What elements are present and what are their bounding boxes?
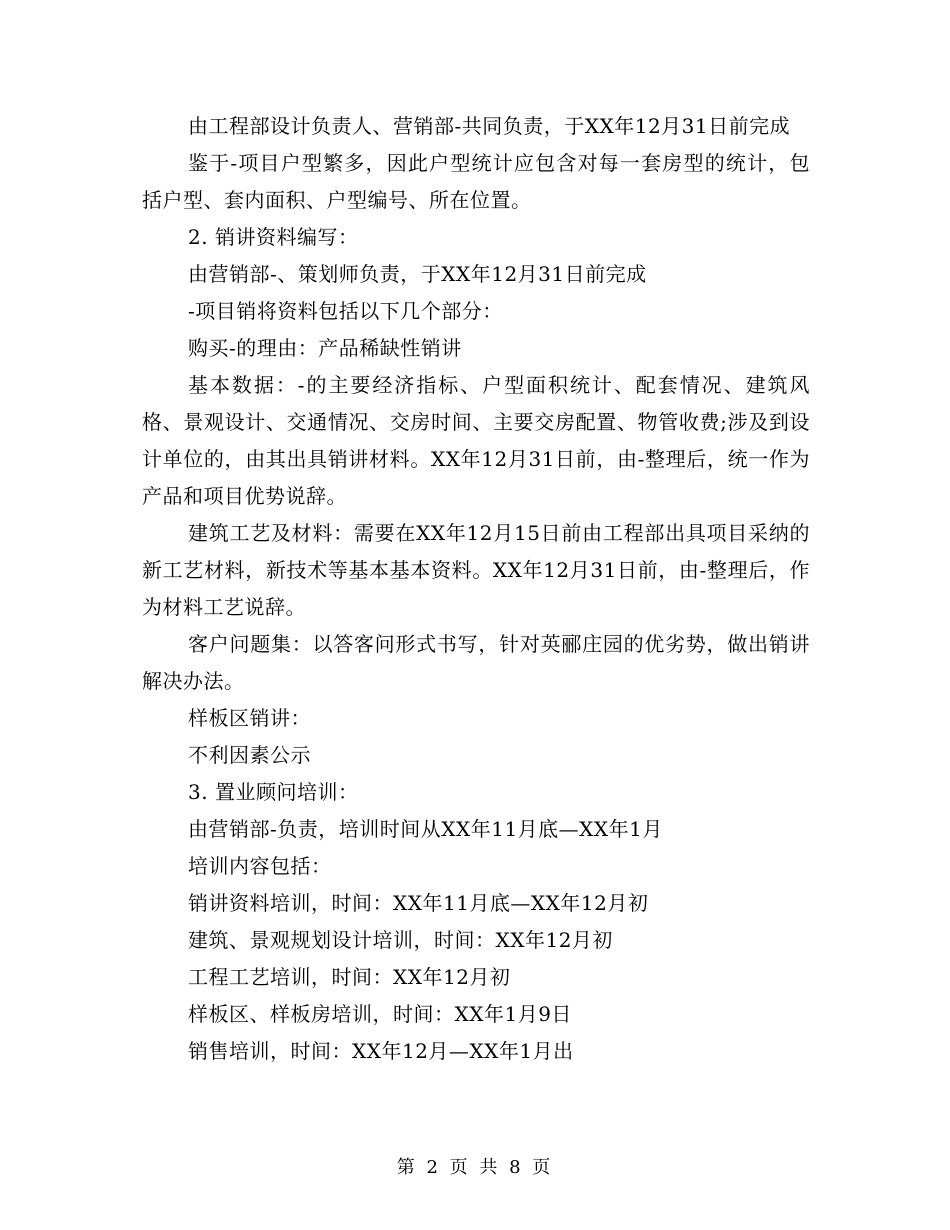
- paragraph: 由营销部-、策划师负责，于XX年12月31日前完成: [188, 262, 647, 286]
- document-body: [142, 108, 810, 1070]
- paragraph: 由营销部-负责，培训时间从XX年11月底—XX年1月: [188, 817, 663, 841]
- paragraph: 样板区销讲：: [188, 706, 311, 730]
- paragraph: 基本数据：-的主要经济指标、户型面积统计、配套情况、建筑风格、景观设计、交通情况、交房时间、主要交房配置、物管收费;涉及到设计单位的，由其出具销讲材料。XX年12月31日前，由-整理后，统一作为产品和项目优势说辞。: [142, 373, 810, 508]
- paragraph: 培训内容包括：: [188, 854, 332, 878]
- list-item: 工程工艺培训，时间：XX年12月初: [188, 965, 511, 989]
- list-item: 销售培训，时间：XX年12月—XX年1月出: [188, 1039, 574, 1063]
- list-item: 销讲资料培训，时间：XX年11月底—XX年12月初: [188, 891, 649, 915]
- list-item: 样板区、样板房培训，时间：XX年1月9日: [188, 1002, 572, 1026]
- paragraph: 建筑工艺及材料：需要在XX年12月15日前由工程部出具项目采纳的新工艺材料，新技术等基本基本资料。XX年12月31日前，由-整理后，作为材料工艺说辞。: [142, 521, 810, 619]
- paragraph: -项目销将资料包括以下几个部分：: [188, 299, 503, 323]
- paragraph: 由工程部设计负责人、营销部-共同负责，于XX年12月31日前完成: [188, 114, 791, 138]
- paragraph: 不利因素公示: [188, 743, 311, 767]
- section-heading-3: 3. 置业顾问培训：: [188, 780, 359, 804]
- paragraph: 客户问题集：以答客问形式书写，针对英郦庄园的优劣势，做出销讲解决办法。: [142, 632, 810, 693]
- page-number-footer: 第 2 页 共 8 页: [396, 1157, 554, 1178]
- list-item: 建筑、景观规划设计培训，时间：XX年12月初: [188, 928, 613, 952]
- section-heading-2: 2. 销讲资料编写：: [188, 225, 359, 249]
- paragraph: 鉴于-项目户型繁多，因此户型统计应包含对每一套房型的统计，包括户型、套内面积、户型编号、所在位置。: [142, 151, 810, 212]
- paragraph: 购买-的理由：产品稀缺性销讲: [188, 336, 462, 360]
